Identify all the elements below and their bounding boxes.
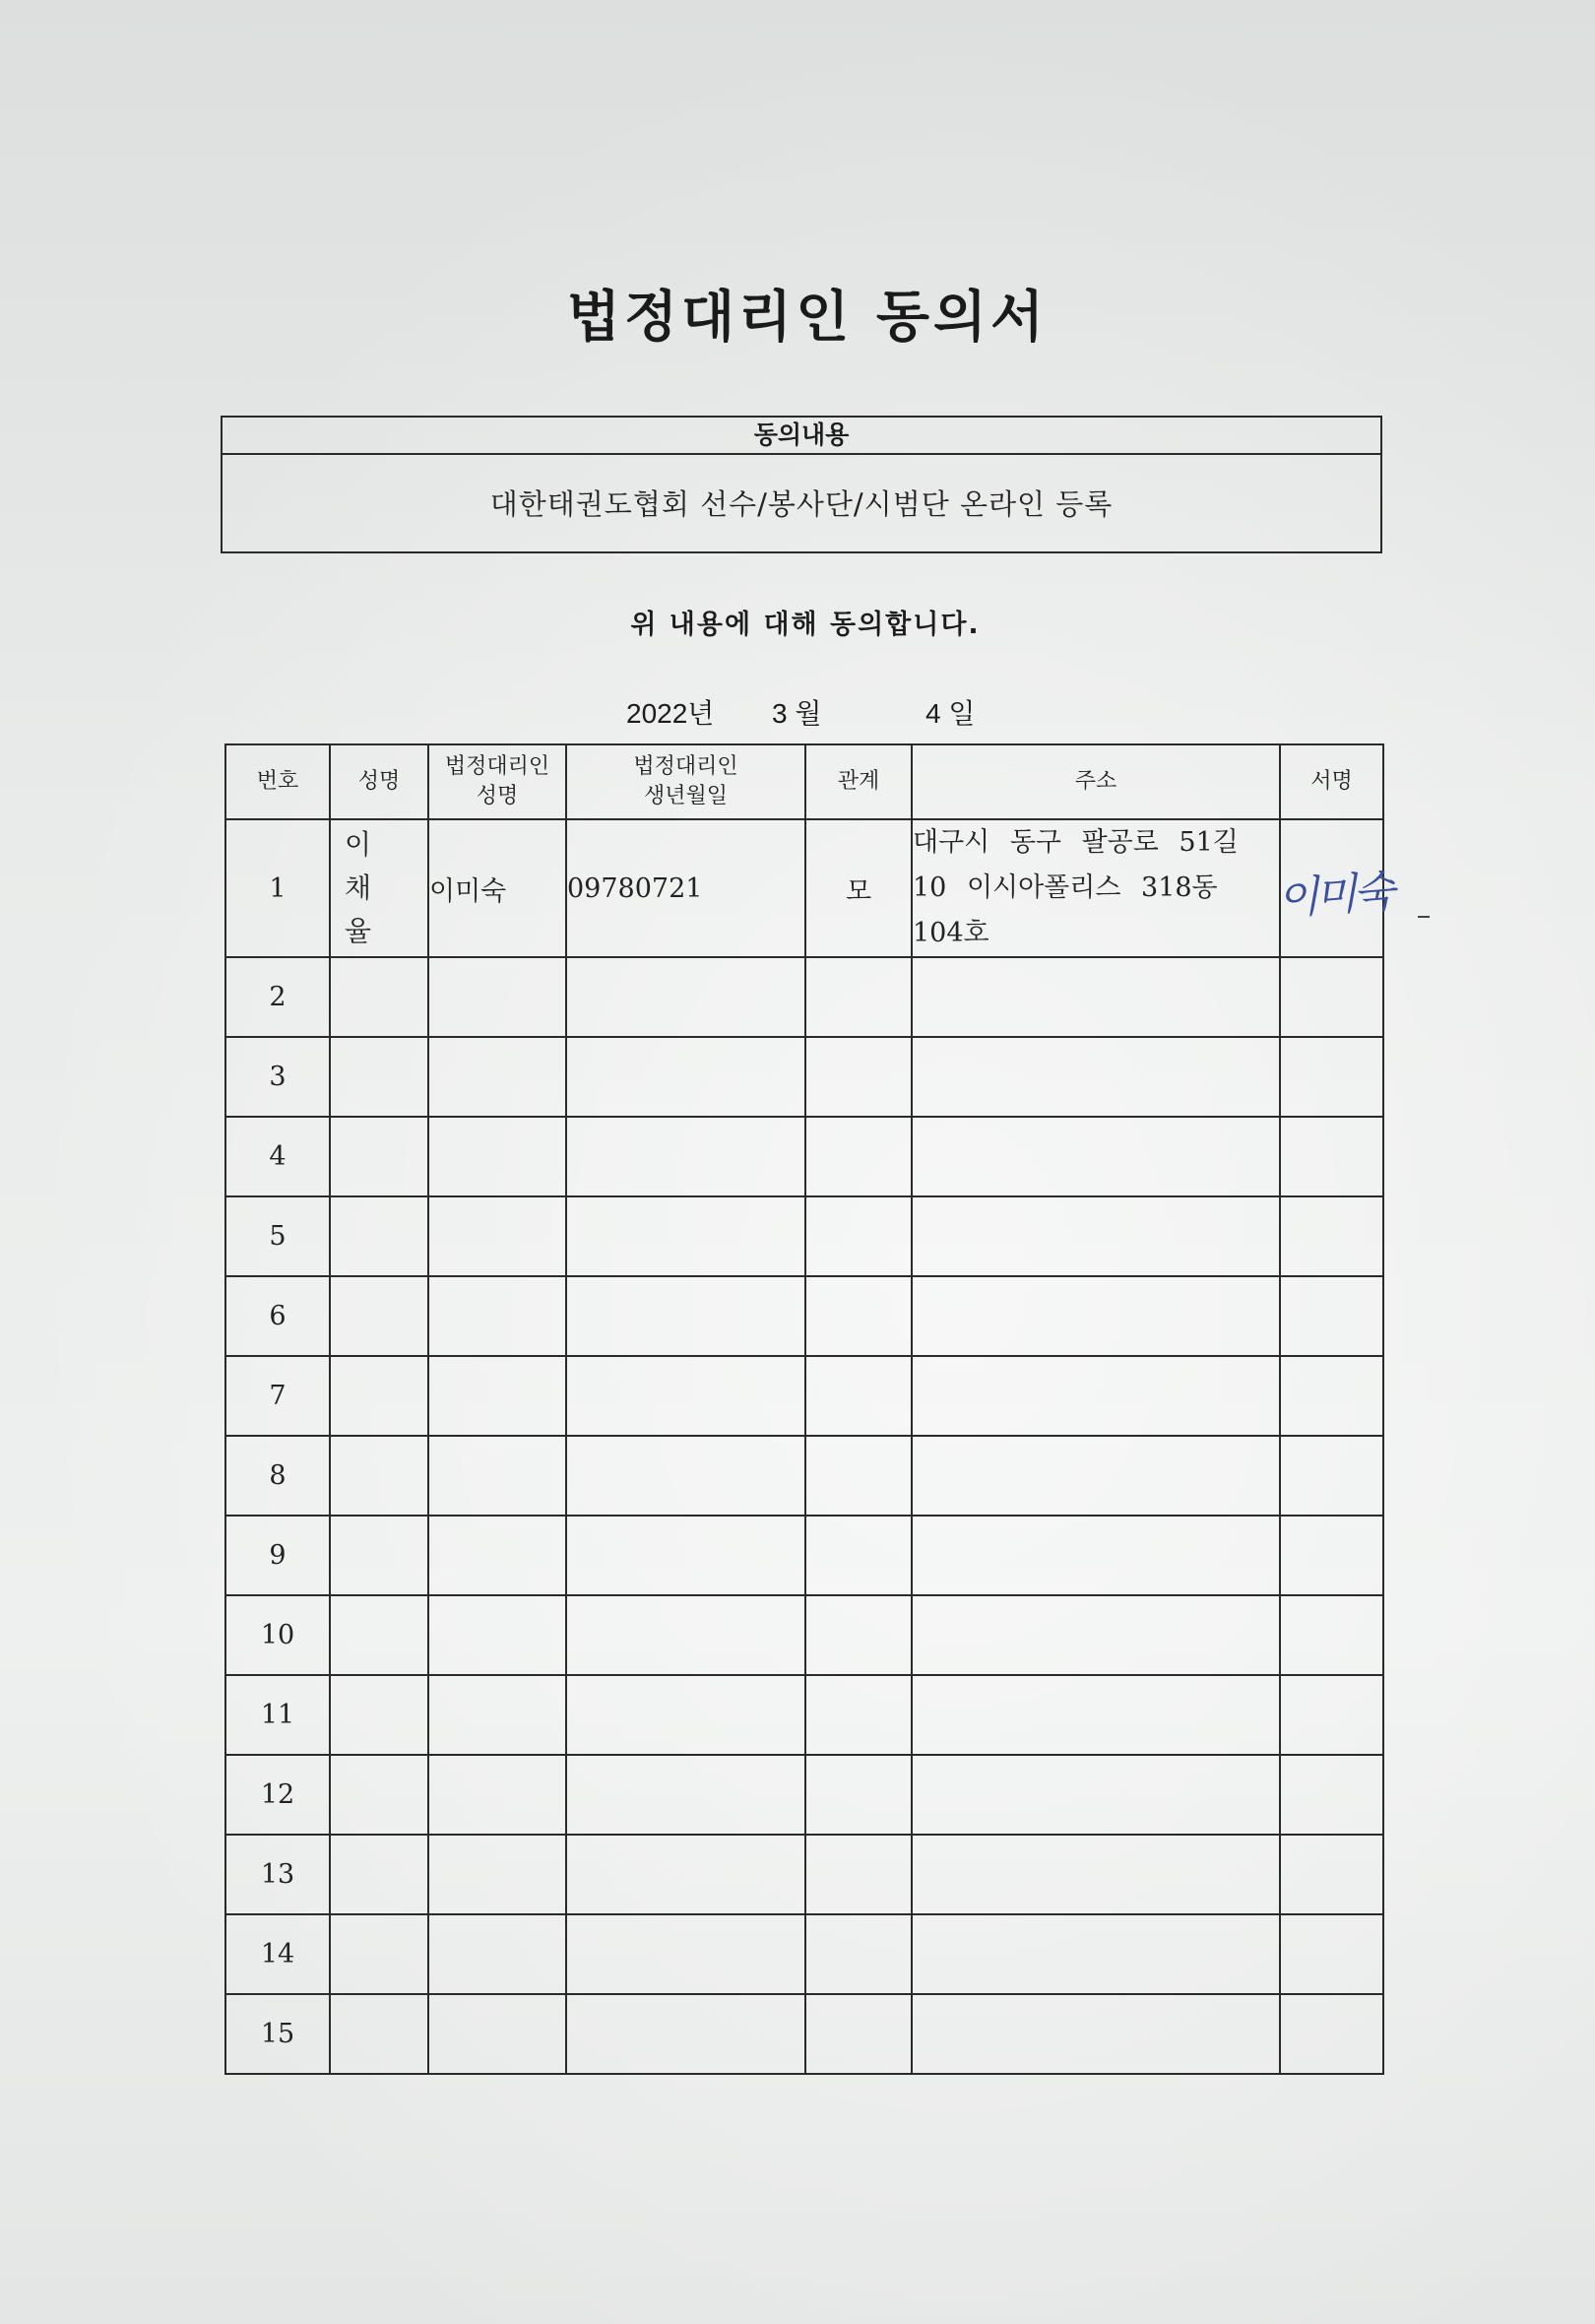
empty-cell — [330, 1595, 428, 1675]
table-row — [225, 1356, 1383, 1436]
empty-cell — [428, 957, 566, 1037]
header-guardian-name-line1: 법정대리인 — [444, 754, 550, 779]
table-row — [225, 1196, 1383, 1276]
empty-cell — [912, 957, 1280, 1037]
empty-cell — [428, 1595, 566, 1675]
table-row — [225, 1595, 1383, 1675]
empty-cell — [428, 1117, 566, 1196]
empty-cell — [428, 1835, 566, 1914]
consent-box — [221, 416, 1382, 553]
row-number: 11 — [225, 1675, 330, 1755]
empty-cell — [805, 957, 912, 1037]
empty-cell — [428, 1516, 566, 1595]
empty-cell — [566, 1994, 805, 2074]
empty-cell — [566, 957, 805, 1037]
empty-cell — [1280, 1196, 1383, 1276]
empty-cell — [912, 1276, 1280, 1356]
empty-cell — [330, 1276, 428, 1356]
empty-cell — [428, 1914, 566, 1994]
empty-cell — [330, 1835, 428, 1914]
row-number: 4 — [225, 1117, 330, 1196]
handwritten-signature: 이미숙 — [1275, 867, 1393, 925]
empty-cell — [805, 1356, 912, 1436]
participant-name-line2: 율 — [345, 915, 390, 947]
stray-pen-mark — [1418, 916, 1430, 918]
header-guardian-birth-line2: 생년월일 — [643, 784, 728, 808]
empty-cell — [330, 1117, 428, 1196]
empty-cell — [428, 1356, 566, 1436]
empty-cell — [912, 1436, 1280, 1516]
empty-cell — [566, 1595, 805, 1675]
registration-table — [224, 743, 1393, 2075]
empty-cell — [330, 1037, 428, 1117]
participant-name-cell — [330, 819, 428, 957]
empty-cell — [1280, 1037, 1383, 1117]
empty-cell — [805, 1436, 912, 1516]
empty-cell — [428, 1276, 566, 1356]
row-number: 8 — [225, 1436, 330, 1516]
empty-cell — [805, 1914, 912, 1994]
header-name: 성명 — [330, 744, 428, 819]
empty-cell — [805, 1835, 912, 1914]
row-number: 6 — [225, 1276, 330, 1356]
address-line3: 104호 — [913, 918, 989, 948]
empty-cell — [566, 1835, 805, 1914]
header-guardian-birth — [566, 744, 805, 819]
empty-cell — [912, 1196, 1280, 1276]
empty-cell — [912, 1835, 1280, 1914]
empty-cell — [912, 1037, 1280, 1117]
empty-cell — [1280, 1835, 1383, 1914]
table-header-row — [225, 744, 1383, 819]
empty-cell — [566, 1037, 805, 1117]
row-number: 3 — [225, 1037, 330, 1117]
empty-cell — [1280, 1117, 1383, 1196]
empty-cell — [330, 1516, 428, 1595]
address-line2: 10 이시아폴리스 318동 — [913, 872, 1218, 903]
row-number: 14 — [225, 1914, 330, 1994]
table-row — [225, 1755, 1383, 1835]
table-row — [225, 1037, 1383, 1117]
header-no: 번호 — [225, 744, 330, 819]
row-number: 2 — [225, 957, 330, 1037]
empty-cell — [1280, 1595, 1383, 1675]
row-number: 12 — [225, 1755, 330, 1835]
date-day: 4 일 — [925, 698, 976, 729]
empty-cell — [805, 1196, 912, 1276]
empty-cell — [566, 1117, 805, 1196]
empty-cell — [912, 1755, 1280, 1835]
table-row — [225, 1914, 1383, 1994]
table-row — [225, 1117, 1383, 1196]
empty-cell — [1280, 1356, 1383, 1436]
document-title: 법정대리인 동의서 — [566, 286, 1049, 350]
empty-cell — [428, 1675, 566, 1755]
empty-cell — [912, 1516, 1280, 1595]
consent-content: 대한태권도협회 선수/봉사단/시범단 온라인 등록 — [489, 487, 1114, 521]
consent-header: 동의내용 — [223, 418, 1380, 455]
empty-cell — [912, 1117, 1280, 1196]
empty-cell — [428, 1755, 566, 1835]
empty-cell — [1280, 957, 1383, 1037]
empty-cell — [1280, 1675, 1383, 1755]
empty-cell — [330, 1356, 428, 1436]
empty-cell — [805, 1276, 912, 1356]
empty-cell — [912, 1356, 1280, 1436]
empty-cell — [566, 1914, 805, 1994]
date-year: 2022년 — [626, 698, 715, 729]
date-month: 3 월 — [772, 698, 822, 729]
empty-cell — [805, 1755, 912, 1835]
table-row — [225, 1835, 1383, 1914]
participant-name-line1: 이 채 — [345, 828, 390, 904]
row-number: 9 — [225, 1516, 330, 1595]
address-cell — [912, 819, 1280, 957]
table-row — [225, 1516, 1383, 1595]
empty-cell — [1280, 1755, 1383, 1835]
empty-cell — [912, 1595, 1280, 1675]
table-row — [225, 1994, 1383, 2074]
empty-cell — [428, 1037, 566, 1117]
header-guardian-name-line2: 성명 — [476, 784, 519, 808]
empty-cell — [330, 1914, 428, 1994]
empty-cell — [566, 1356, 805, 1436]
empty-cell — [330, 1755, 428, 1835]
row-number: 15 — [225, 1994, 330, 2074]
empty-cell — [330, 1675, 428, 1755]
guardian-birthdate: 09780721 — [566, 819, 805, 957]
row-number: 10 — [225, 1595, 330, 1675]
header-relation: 관계 — [805, 744, 912, 819]
row-number: 13 — [225, 1835, 330, 1914]
header-guardian-name — [428, 744, 566, 819]
row-number: 5 — [225, 1196, 330, 1276]
empty-cell — [805, 1595, 912, 1675]
guardian-name: 이미숙 — [428, 819, 566, 957]
address-line1: 대구시 동구 팔공로 51길 — [913, 827, 1239, 858]
empty-cell — [566, 1755, 805, 1835]
signature-cell — [1275, 819, 1393, 957]
table-row — [225, 1276, 1383, 1356]
empty-cell — [1280, 1516, 1383, 1595]
row-number: 1 — [225, 819, 330, 957]
header-address: 주소 — [912, 744, 1280, 819]
empty-cell — [1280, 1994, 1383, 2074]
empty-cell — [1280, 1914, 1383, 1994]
empty-cell — [805, 1037, 912, 1117]
empty-cell — [428, 1436, 566, 1516]
empty-cell — [566, 1436, 805, 1516]
empty-cell — [1280, 1436, 1383, 1516]
table-row — [225, 819, 1383, 957]
header-guardian-birth-line1: 법정대리인 — [633, 754, 738, 779]
empty-cell — [1280, 1276, 1383, 1356]
empty-cell — [330, 1994, 428, 2074]
empty-cell — [912, 1914, 1280, 1994]
empty-cell — [330, 957, 428, 1037]
empty-cell — [330, 1196, 428, 1276]
agreement-statement: 위 내용에 대해 동의합니다. — [630, 610, 981, 640]
empty-cell — [566, 1516, 805, 1595]
empty-cell — [566, 1675, 805, 1755]
empty-cell — [912, 1675, 1280, 1755]
table-row — [225, 957, 1383, 1037]
empty-cell — [805, 1994, 912, 2074]
row-number: 7 — [225, 1356, 330, 1436]
table-row — [225, 1675, 1383, 1755]
relation: 모 — [805, 819, 912, 957]
empty-cell — [566, 1276, 805, 1356]
empty-cell — [805, 1675, 912, 1755]
empty-cell — [428, 1994, 566, 2074]
header-signature: 서명 — [1280, 744, 1383, 819]
empty-cell — [428, 1196, 566, 1276]
empty-cell — [805, 1516, 912, 1595]
empty-cell — [330, 1436, 428, 1516]
table-row — [225, 1436, 1383, 1516]
empty-cell — [566, 1196, 805, 1276]
empty-cell — [912, 1994, 1280, 2074]
empty-cell — [805, 1117, 912, 1196]
